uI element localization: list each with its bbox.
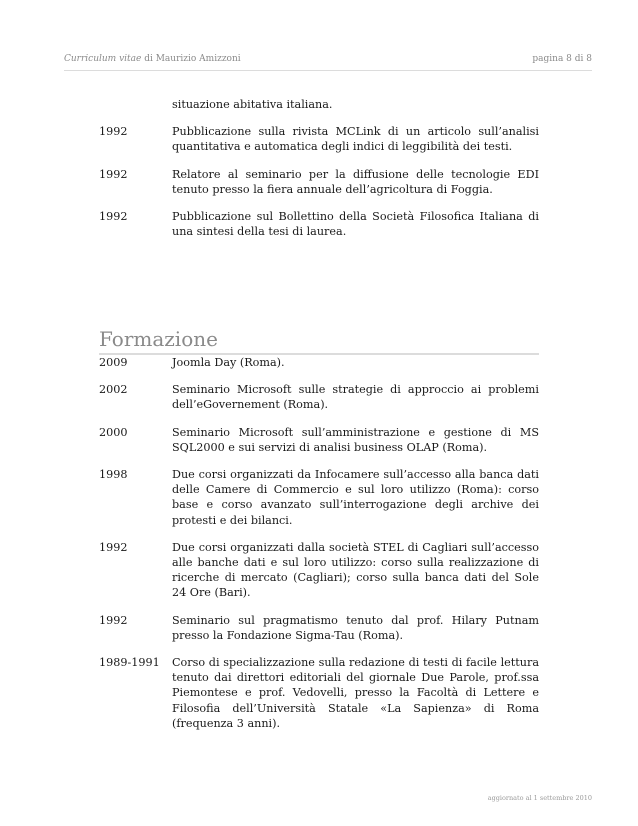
document-title-author: di Maurizio Amizzoni xyxy=(141,54,241,64)
cv-entry xyxy=(99,209,539,239)
entry-year: 2000 xyxy=(99,425,128,439)
section-title-formazione: Formazione xyxy=(99,327,539,355)
document-title-italic: Curriculum vitae xyxy=(64,54,142,64)
cv-entry xyxy=(99,467,539,528)
entry-year: 1998 xyxy=(99,468,128,482)
entry-year: 1989-1991 xyxy=(99,656,160,670)
entry-description: Seminario sul pragmatismo tenuto dal prof. Hilary Putnam presso la Fondazione Sigma-Tau (Roma). xyxy=(172,613,539,642)
entry-description: Corso di specializzazione sulla redazione di testi di facile lettura tenuto dai direttori editoriali del giornale Due Parole, prof.ssa Piemontese e prof. Vedovelli, presso la Facoltà di Lettere e Filosofia dell’Università Statale «La Sapienza» di Roma (frequenza 3 anni). xyxy=(172,656,539,730)
cv-entry xyxy=(99,124,539,154)
document-title xyxy=(64,54,241,64)
entry-year: 1992 xyxy=(99,540,128,554)
page-number: pagina 8 di 8 xyxy=(532,54,592,64)
entry-description: Relatore al seminario per la diffusione delle tecnologie EDI tenuto presso la fiera annuale dell’agricoltura di Foggia. xyxy=(172,167,539,196)
entry-description: Pubblicazione sul Bollettino della Società Filosofica Italiana di una sintesi della tesi di laurea. xyxy=(172,210,539,239)
entry-year: 1992 xyxy=(99,613,128,627)
formazione-entries xyxy=(99,355,539,743)
entry-description: Pubblicazione sulla rivista MCLink di un articolo sull’analisi quantitativa e automatica degli indici di leggibilità dei testi. xyxy=(172,125,539,154)
continued-text: situazione abitativa italiana. xyxy=(172,98,333,111)
entry-year: 1992 xyxy=(99,125,128,139)
cv-entry xyxy=(99,382,539,412)
prev-entry-list xyxy=(99,124,539,239)
entry-description: Joomla Day (Roma). xyxy=(172,356,285,369)
entry-description: Due corsi organizzati da Infocamere sull’accesso alla banca dati delle Camere di Commercio e sul loro utilizzo (Roma): corso base e corso avanzato sull’interrogazione degli archive dei protesti e dei bilanci. xyxy=(172,468,539,527)
formazione-entry-list xyxy=(99,355,539,731)
last-updated-footer: aggiornato al 1 settembre 2010 xyxy=(487,794,592,802)
entry-description: Seminario Microsoft sulle strategie di approccio ai problemi dell’eGovernement (Roma). xyxy=(172,383,539,412)
entry-year: 2002 xyxy=(99,383,128,397)
entry-description: Seminario Microsoft sull’amministrazione e gestione di MS SQL2000 e sui servizi di analisi business OLAP (Roma). xyxy=(172,425,539,454)
cv-entry xyxy=(99,655,539,731)
previous-section-entries xyxy=(99,97,539,251)
entry-description: Due corsi organizzati dalla società STEL di Cagliari sull’accesso alle banche dati e sul loro utilizzo: corso sulla realizzazione di ricerche di mercato (Cagliari); corso sulla banca dati del Sole 24 Ore (Bari). xyxy=(172,540,539,600)
entry-year: 1992 xyxy=(99,210,128,224)
entry-year: 2009 xyxy=(99,356,128,369)
cv-entry xyxy=(99,167,539,197)
cv-entry xyxy=(99,540,539,601)
entry-year: 1992 xyxy=(99,167,128,181)
cv-entry xyxy=(99,613,539,643)
page-header xyxy=(64,54,592,71)
cv-entry xyxy=(99,425,539,455)
cv-entry xyxy=(99,355,539,370)
